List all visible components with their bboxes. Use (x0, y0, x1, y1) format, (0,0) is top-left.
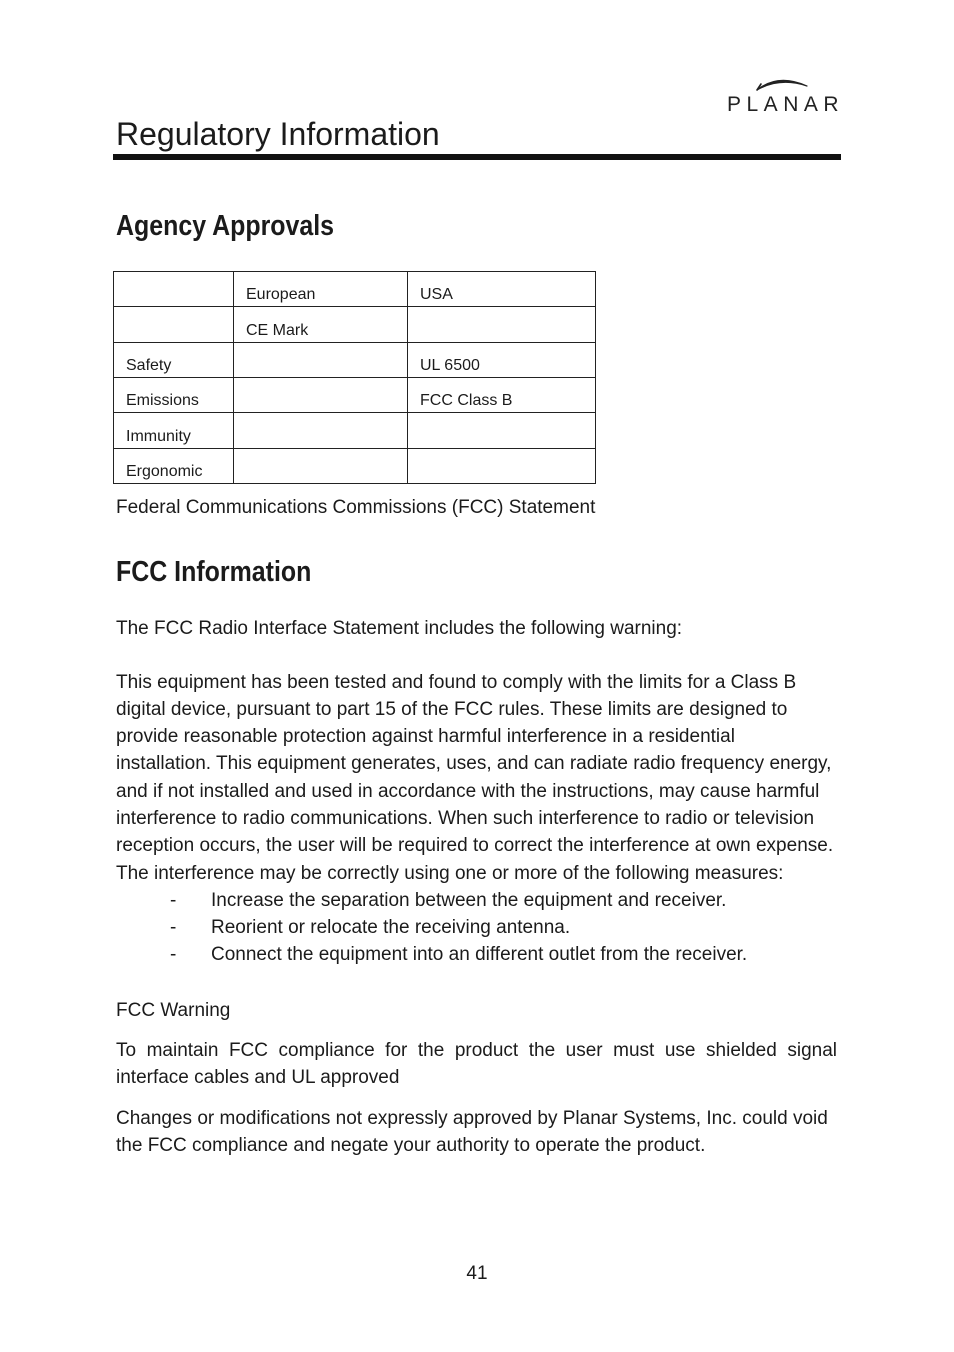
fcc-statement-caption: Federal Communications Commissions (FCC) Statement (116, 497, 596, 518)
table-cell: Emissions (114, 378, 234, 413)
paragraph-line: digital device, pursuant to part 15 of the FCC rules. These limits are designed to (116, 698, 788, 720)
page-number: 41 (466, 1262, 488, 1284)
table-cell (114, 307, 234, 342)
table-cell (408, 449, 596, 484)
table-cell (234, 378, 408, 413)
paragraph-line: provide reasonable protection against harmful interference in a residential (116, 726, 735, 748)
paragraph-line: interface cables and UL approved (116, 1066, 400, 1088)
paragraph-line: This equipment has been tested and found to comply with the limits for a Class B (116, 671, 797, 693)
section-heading-fcc-information: FCC Information (116, 556, 312, 588)
paragraph-line: To maintain FCC compliance for the product the user must use shielded signal (116, 1039, 837, 1061)
table-header-cell: European (234, 272, 408, 307)
bullet-marker: - (170, 944, 177, 966)
measure-text: Reorient or relocate the receiving antenna. (211, 917, 571, 939)
table-cell: Ergonomic (114, 449, 234, 484)
table-cell (234, 413, 408, 448)
paragraph-line: Changes or modifications not expressly approved by Planar Systems, Inc. could void (116, 1107, 828, 1129)
table-cell (408, 307, 596, 342)
measure-list-item (116, 914, 841, 941)
table-cell: CE Mark (234, 307, 408, 342)
planar-logo-text: PLANAR (727, 93, 845, 116)
fcc-compliance-paragraph (116, 1037, 837, 1092)
measure-text: Increase the separation between the equipment and receiver. (211, 889, 727, 911)
measure-text: Connect the equipment into an different outlet from the receiver. (211, 944, 748, 966)
table-cell (234, 449, 408, 484)
paragraph-line: The interference may be correctly using one or more of the following measures: (116, 862, 784, 884)
paragraph-line: interference to radio communications. When such interference to radio or television (116, 807, 815, 829)
table-cell (408, 413, 596, 448)
paragraph-line: the FCC compliance and negate your authority to operate the product. (116, 1134, 706, 1156)
agency-approvals-table (113, 271, 596, 484)
fcc-warning-heading: FCC Warning (116, 999, 231, 1021)
section-heading-agency-approvals: Agency Approvals (116, 210, 335, 242)
measure-list-item (116, 887, 841, 914)
title-rule (113, 154, 841, 160)
paragraph-line: and if not installed and used in accordance with the instructions, may cause harmful (116, 780, 820, 802)
measure-list-item (116, 941, 841, 968)
fcc-intro-text: The FCC Radio Interface Statement includes the following warning: (116, 617, 683, 639)
bullet-marker: - (170, 889, 177, 911)
paragraph-line: installation. This equipment generates, uses, and can radiate radio frequency energy, (116, 753, 832, 775)
table-cell: Immunity (114, 413, 234, 448)
modifications-paragraph (116, 1105, 837, 1160)
table-header-cell: USA (408, 272, 596, 307)
table-header-cell (114, 272, 234, 307)
fcc-warning-paragraph (116, 669, 841, 969)
paragraph-line: reception occurs, the user will be required to correct the interference at own expense. (116, 835, 834, 857)
table-cell (234, 343, 408, 378)
page-title: Regulatory Information (116, 116, 440, 152)
table-cell: Safety (114, 343, 234, 378)
swoosh-mark (757, 80, 807, 90)
table-cell: FCC Class B (408, 378, 596, 413)
bullet-marker: - (170, 917, 177, 939)
table-cell: UL 6500 (408, 343, 596, 378)
